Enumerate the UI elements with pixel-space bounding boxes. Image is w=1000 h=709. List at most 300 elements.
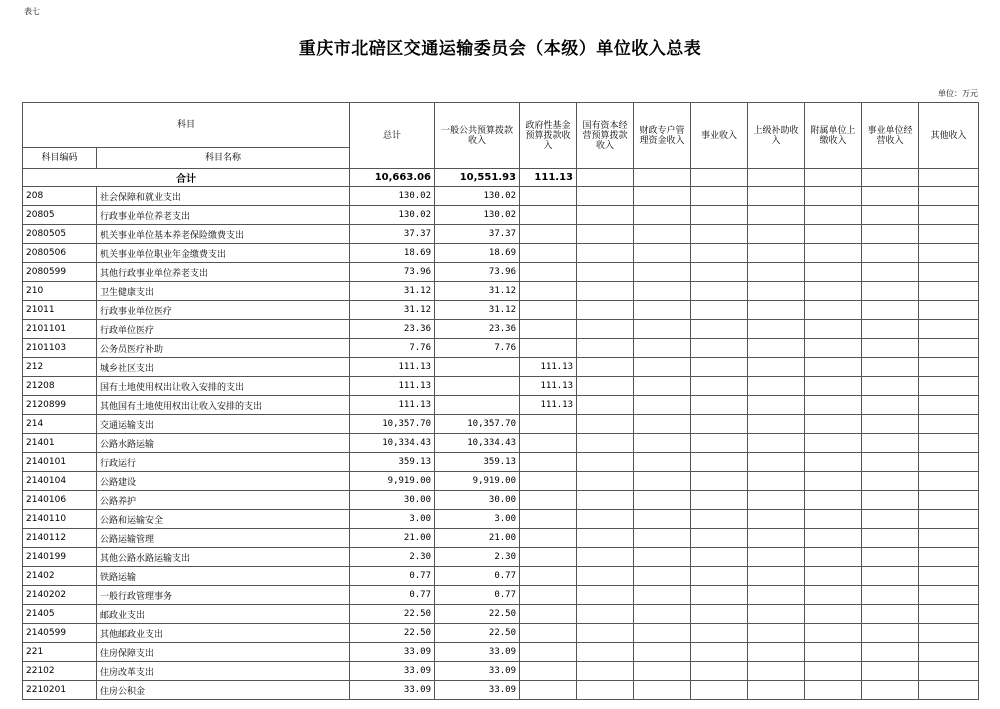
amount-cell: 22.50 <box>350 624 435 643</box>
amount-cell <box>634 225 691 244</box>
total-value <box>805 169 862 187</box>
amount-cell: 111.13 <box>520 377 577 396</box>
amount-cell: 0.77 <box>435 567 520 586</box>
table-row <box>23 567 979 586</box>
amount-cell <box>748 187 805 206</box>
amount-cell: 33.09 <box>350 662 435 681</box>
amount-cell <box>805 453 862 472</box>
amount-cell <box>520 187 577 206</box>
amount-cell <box>805 605 862 624</box>
amount-cell <box>520 567 577 586</box>
amount-cell <box>577 548 634 567</box>
amount-cell <box>919 206 979 225</box>
amount-cell <box>577 282 634 301</box>
subject-name: 交通运输支出 <box>97 415 350 434</box>
amount-cell <box>520 662 577 681</box>
amount-cell <box>634 282 691 301</box>
amount-cell <box>435 396 520 415</box>
amount-cell <box>748 434 805 453</box>
amount-cell: 33.09 <box>435 643 520 662</box>
subject-code: 21402 <box>23 567 97 586</box>
amount-cell <box>577 263 634 282</box>
amount-cell <box>691 472 748 491</box>
table-row <box>23 377 979 396</box>
amount-cell <box>577 206 634 225</box>
amount-cell <box>691 567 748 586</box>
amount-cell <box>862 643 919 662</box>
amount-cell <box>577 339 634 358</box>
subject-name: 铁路运输 <box>97 567 350 586</box>
amount-cell <box>919 567 979 586</box>
amount-cell <box>520 339 577 358</box>
amount-cell <box>805 643 862 662</box>
amount-cell: 21.00 <box>435 529 520 548</box>
amount-cell <box>748 225 805 244</box>
amount-cell <box>691 415 748 434</box>
table-row <box>23 187 979 206</box>
amount-cell <box>634 472 691 491</box>
amount-cell <box>919 358 979 377</box>
subject-code: 21401 <box>23 434 97 453</box>
amount-cell <box>919 339 979 358</box>
subject-name: 住房保障支出 <box>97 643 350 662</box>
table-body <box>23 169 979 700</box>
amount-cell <box>577 529 634 548</box>
subject-name: 住房公积金 <box>97 681 350 700</box>
subject-code: 2140199 <box>23 548 97 567</box>
amount-cell <box>691 491 748 510</box>
table-row <box>23 548 979 567</box>
col-header: 上级补助收入 <box>748 103 805 169</box>
subject-code: 21405 <box>23 605 97 624</box>
subject-name: 国有土地使用权出让收入安排的支出 <box>97 377 350 396</box>
total-value: 10,551.93 <box>435 169 520 187</box>
amount-cell <box>520 491 577 510</box>
subject-name: 行政运行 <box>97 453 350 472</box>
amount-cell: 18.69 <box>350 244 435 263</box>
amount-cell <box>862 491 919 510</box>
amount-cell <box>862 472 919 491</box>
subject-code: 20805 <box>23 206 97 225</box>
amount-cell <box>634 187 691 206</box>
subject-code: 2120899 <box>23 396 97 415</box>
total-label: 合计 <box>23 169 350 187</box>
total-value: 111.13 <box>520 169 577 187</box>
amount-cell <box>805 567 862 586</box>
amount-cell <box>520 605 577 624</box>
amount-cell: 111.13 <box>350 358 435 377</box>
amount-cell <box>577 472 634 491</box>
col-header: 财政专户管理资金收入 <box>634 103 691 169</box>
amount-cell <box>634 320 691 339</box>
amount-cell <box>862 187 919 206</box>
subject-name: 公路水路运输 <box>97 434 350 453</box>
subject-code: 2140110 <box>23 510 97 529</box>
amount-cell <box>634 453 691 472</box>
amount-cell <box>577 453 634 472</box>
name-header: 科目名称 <box>97 148 350 169</box>
amount-cell <box>634 510 691 529</box>
amount-cell: 359.13 <box>350 453 435 472</box>
amount-cell: 23.36 <box>435 320 520 339</box>
table-row <box>23 206 979 225</box>
amount-cell <box>805 586 862 605</box>
amount-cell: 33.09 <box>350 643 435 662</box>
amount-cell <box>577 358 634 377</box>
amount-cell <box>691 453 748 472</box>
amount-cell <box>748 320 805 339</box>
amount-cell <box>520 415 577 434</box>
col-header: 政府性基金预算拨款收入 <box>520 103 577 169</box>
amount-cell <box>520 472 577 491</box>
table-row <box>23 605 979 624</box>
amount-cell <box>577 396 634 415</box>
amount-cell <box>748 491 805 510</box>
amount-cell <box>520 206 577 225</box>
amount-cell <box>862 624 919 643</box>
amount-cell: 130.02 <box>350 187 435 206</box>
table-row <box>23 643 979 662</box>
col-header: 附属单位上缴收入 <box>805 103 862 169</box>
amount-cell <box>748 244 805 263</box>
amount-cell <box>748 662 805 681</box>
subject-name: 公路养护 <box>97 491 350 510</box>
amount-cell <box>577 301 634 320</box>
amount-cell <box>520 510 577 529</box>
subject-code: 214 <box>23 415 97 434</box>
subject-name: 机关事业单位基本养老保险缴费支出 <box>97 225 350 244</box>
total-row <box>23 169 979 187</box>
amount-cell <box>748 282 805 301</box>
subject-name: 行政事业单位养老支出 <box>97 206 350 225</box>
amount-cell <box>748 586 805 605</box>
amount-cell <box>691 206 748 225</box>
amount-cell <box>862 244 919 263</box>
amount-cell <box>748 415 805 434</box>
amount-cell <box>748 548 805 567</box>
amount-cell <box>805 263 862 282</box>
subject-code: 210 <box>23 282 97 301</box>
table-row <box>23 396 979 415</box>
subject-code: 2140202 <box>23 586 97 605</box>
amount-cell: 21.00 <box>350 529 435 548</box>
amount-cell <box>919 605 979 624</box>
amount-cell <box>805 244 862 263</box>
subject-header: 科目 <box>23 103 350 148</box>
col-header: 事业单位经营收入 <box>862 103 919 169</box>
total-value <box>577 169 634 187</box>
amount-cell <box>691 358 748 377</box>
amount-cell <box>805 396 862 415</box>
amount-cell <box>862 282 919 301</box>
table-row <box>23 586 979 605</box>
amount-cell <box>520 225 577 244</box>
amount-cell <box>862 415 919 434</box>
subject-code: 22102 <box>23 662 97 681</box>
table-row <box>23 225 979 244</box>
subject-code: 2080506 <box>23 244 97 263</box>
amount-cell: 7.76 <box>435 339 520 358</box>
table-row <box>23 358 979 377</box>
amount-cell: 7.76 <box>350 339 435 358</box>
amount-cell <box>691 605 748 624</box>
subject-name: 住房改革支出 <box>97 662 350 681</box>
amount-cell <box>919 301 979 320</box>
amount-cell <box>862 662 919 681</box>
amount-cell: 33.09 <box>435 662 520 681</box>
amount-cell: 111.13 <box>350 396 435 415</box>
amount-cell <box>520 282 577 301</box>
amount-cell <box>919 434 979 453</box>
amount-cell <box>520 320 577 339</box>
amount-cell <box>919 681 979 700</box>
amount-cell <box>919 453 979 472</box>
amount-cell <box>805 187 862 206</box>
amount-cell <box>862 548 919 567</box>
amount-cell <box>634 567 691 586</box>
subject-name: 行政事业单位医疗 <box>97 301 350 320</box>
amount-cell <box>862 586 919 605</box>
amount-cell <box>634 434 691 453</box>
amount-cell <box>691 434 748 453</box>
amount-cell <box>577 586 634 605</box>
amount-cell <box>577 415 634 434</box>
amount-cell <box>748 681 805 700</box>
table-row <box>23 320 979 339</box>
amount-cell <box>748 206 805 225</box>
amount-cell <box>435 358 520 377</box>
amount-cell <box>805 681 862 700</box>
table-row <box>23 415 979 434</box>
amount-cell: 37.37 <box>435 225 520 244</box>
amount-cell <box>577 491 634 510</box>
subject-code: 2140106 <box>23 491 97 510</box>
amount-cell <box>862 605 919 624</box>
amount-cell <box>748 453 805 472</box>
subject-code: 2080599 <box>23 263 97 282</box>
amount-cell: 130.02 <box>435 187 520 206</box>
col-header: 事业收入 <box>691 103 748 169</box>
amount-cell <box>748 396 805 415</box>
amount-cell <box>520 434 577 453</box>
amount-cell <box>520 301 577 320</box>
amount-cell <box>520 624 577 643</box>
amount-cell <box>919 377 979 396</box>
amount-cell: 33.09 <box>350 681 435 700</box>
table-row <box>23 244 979 263</box>
amount-cell <box>805 624 862 643</box>
amount-cell: 31.12 <box>435 282 520 301</box>
amount-cell <box>805 548 862 567</box>
amount-cell <box>748 567 805 586</box>
subject-name: 其他公路水路运输支出 <box>97 548 350 567</box>
amount-cell <box>805 491 862 510</box>
amount-cell <box>577 434 634 453</box>
amount-cell <box>577 377 634 396</box>
amount-cell: 111.13 <box>520 396 577 415</box>
col-header: 总计 <box>350 103 435 169</box>
subject-code: 212 <box>23 358 97 377</box>
amount-cell <box>634 301 691 320</box>
amount-cell <box>862 320 919 339</box>
table-row <box>23 491 979 510</box>
amount-cell <box>862 339 919 358</box>
subject-name: 机关事业单位职业年金缴费支出 <box>97 244 350 263</box>
table-row <box>23 301 979 320</box>
subject-name: 公路运输管理 <box>97 529 350 548</box>
table-row <box>23 472 979 491</box>
amount-cell <box>805 339 862 358</box>
amount-cell <box>634 415 691 434</box>
amount-cell <box>919 244 979 263</box>
amount-cell <box>919 282 979 301</box>
amount-cell <box>862 681 919 700</box>
amount-cell <box>862 358 919 377</box>
amount-cell: 23.36 <box>350 320 435 339</box>
subject-code: 21208 <box>23 377 97 396</box>
amount-cell <box>862 301 919 320</box>
amount-cell: 0.77 <box>435 586 520 605</box>
amount-cell <box>919 624 979 643</box>
amount-cell <box>805 358 862 377</box>
table-row <box>23 453 979 472</box>
subject-name: 公务员医疗补助 <box>97 339 350 358</box>
amount-cell <box>577 605 634 624</box>
subject-name: 行政单位医疗 <box>97 320 350 339</box>
table-row <box>23 662 979 681</box>
amount-cell <box>862 263 919 282</box>
subject-code: 2140101 <box>23 453 97 472</box>
table-row <box>23 282 979 301</box>
amount-cell <box>748 377 805 396</box>
col-header: 其他收入 <box>919 103 979 169</box>
amount-cell: 10,334.43 <box>350 434 435 453</box>
amount-cell <box>805 529 862 548</box>
amount-cell <box>435 377 520 396</box>
amount-cell: 18.69 <box>435 244 520 263</box>
amount-cell <box>862 377 919 396</box>
amount-cell <box>805 472 862 491</box>
subject-name: 一般行政管理事务 <box>97 586 350 605</box>
col-header: 一般公共预算拨款收入 <box>435 103 520 169</box>
subject-name: 公路和运输安全 <box>97 510 350 529</box>
amount-cell <box>862 434 919 453</box>
amount-cell <box>919 529 979 548</box>
amount-cell <box>577 320 634 339</box>
amount-cell <box>748 529 805 548</box>
amount-cell <box>520 453 577 472</box>
amount-cell <box>691 681 748 700</box>
subject-name: 其他国有土地使用权出让收入安排的支出 <box>97 396 350 415</box>
amount-cell: 111.13 <box>350 377 435 396</box>
subject-name: 城乡社区支出 <box>97 358 350 377</box>
amount-cell <box>691 187 748 206</box>
amount-cell: 31.12 <box>350 301 435 320</box>
amount-cell <box>748 605 805 624</box>
amount-cell <box>691 396 748 415</box>
amount-cell <box>919 491 979 510</box>
amount-cell <box>919 415 979 434</box>
amount-cell <box>520 643 577 662</box>
subject-code: 2140599 <box>23 624 97 643</box>
amount-cell <box>634 624 691 643</box>
amount-cell <box>691 662 748 681</box>
amount-cell <box>634 662 691 681</box>
amount-cell <box>520 263 577 282</box>
col-header: 国有资本经营预算拨款收入 <box>577 103 634 169</box>
amount-cell <box>862 225 919 244</box>
amount-cell: 130.02 <box>350 206 435 225</box>
amount-cell <box>862 567 919 586</box>
amount-cell <box>577 643 634 662</box>
table-row <box>23 434 979 453</box>
amount-cell <box>805 434 862 453</box>
amount-cell: 9,919.00 <box>435 472 520 491</box>
amount-cell: 22.50 <box>350 605 435 624</box>
amount-cell <box>691 377 748 396</box>
unit-label: 单位：万元 <box>938 89 978 98</box>
amount-cell: 30.00 <box>435 491 520 510</box>
amount-cell: 111.13 <box>520 358 577 377</box>
amount-cell <box>805 282 862 301</box>
amount-cell <box>805 225 862 244</box>
amount-cell <box>577 225 634 244</box>
amount-cell <box>862 396 919 415</box>
amount-cell <box>634 605 691 624</box>
amount-cell <box>577 624 634 643</box>
amount-cell <box>691 510 748 529</box>
table-row <box>23 681 979 700</box>
table-row <box>23 339 979 358</box>
amount-cell <box>919 548 979 567</box>
amount-cell <box>862 529 919 548</box>
subject-name: 其他邮政业支出 <box>97 624 350 643</box>
subject-code: 2101101 <box>23 320 97 339</box>
amount-cell <box>577 662 634 681</box>
amount-cell <box>634 491 691 510</box>
amount-cell <box>634 339 691 358</box>
amount-cell <box>520 529 577 548</box>
amount-cell <box>691 320 748 339</box>
subject-code: 2101103 <box>23 339 97 358</box>
subject-name: 邮政业支出 <box>97 605 350 624</box>
amount-cell: 0.77 <box>350 586 435 605</box>
amount-cell <box>577 681 634 700</box>
amount-cell <box>862 510 919 529</box>
total-value <box>748 169 805 187</box>
total-value: 10,663.06 <box>350 169 435 187</box>
amount-cell <box>520 586 577 605</box>
amount-cell <box>691 339 748 358</box>
amount-cell: 37.37 <box>350 225 435 244</box>
total-value <box>862 169 919 187</box>
amount-cell: 130.02 <box>435 206 520 225</box>
amount-cell: 31.12 <box>435 301 520 320</box>
amount-cell <box>919 263 979 282</box>
subject-code: 2210201 <box>23 681 97 700</box>
amount-cell <box>691 225 748 244</box>
amount-cell: 73.96 <box>350 263 435 282</box>
amount-cell <box>919 510 979 529</box>
amount-cell <box>919 396 979 415</box>
subject-code: 2080505 <box>23 225 97 244</box>
amount-cell: 0.77 <box>350 567 435 586</box>
amount-cell <box>748 472 805 491</box>
amount-cell <box>634 244 691 263</box>
amount-cell <box>634 206 691 225</box>
amount-cell <box>634 586 691 605</box>
subject-name: 公路建设 <box>97 472 350 491</box>
